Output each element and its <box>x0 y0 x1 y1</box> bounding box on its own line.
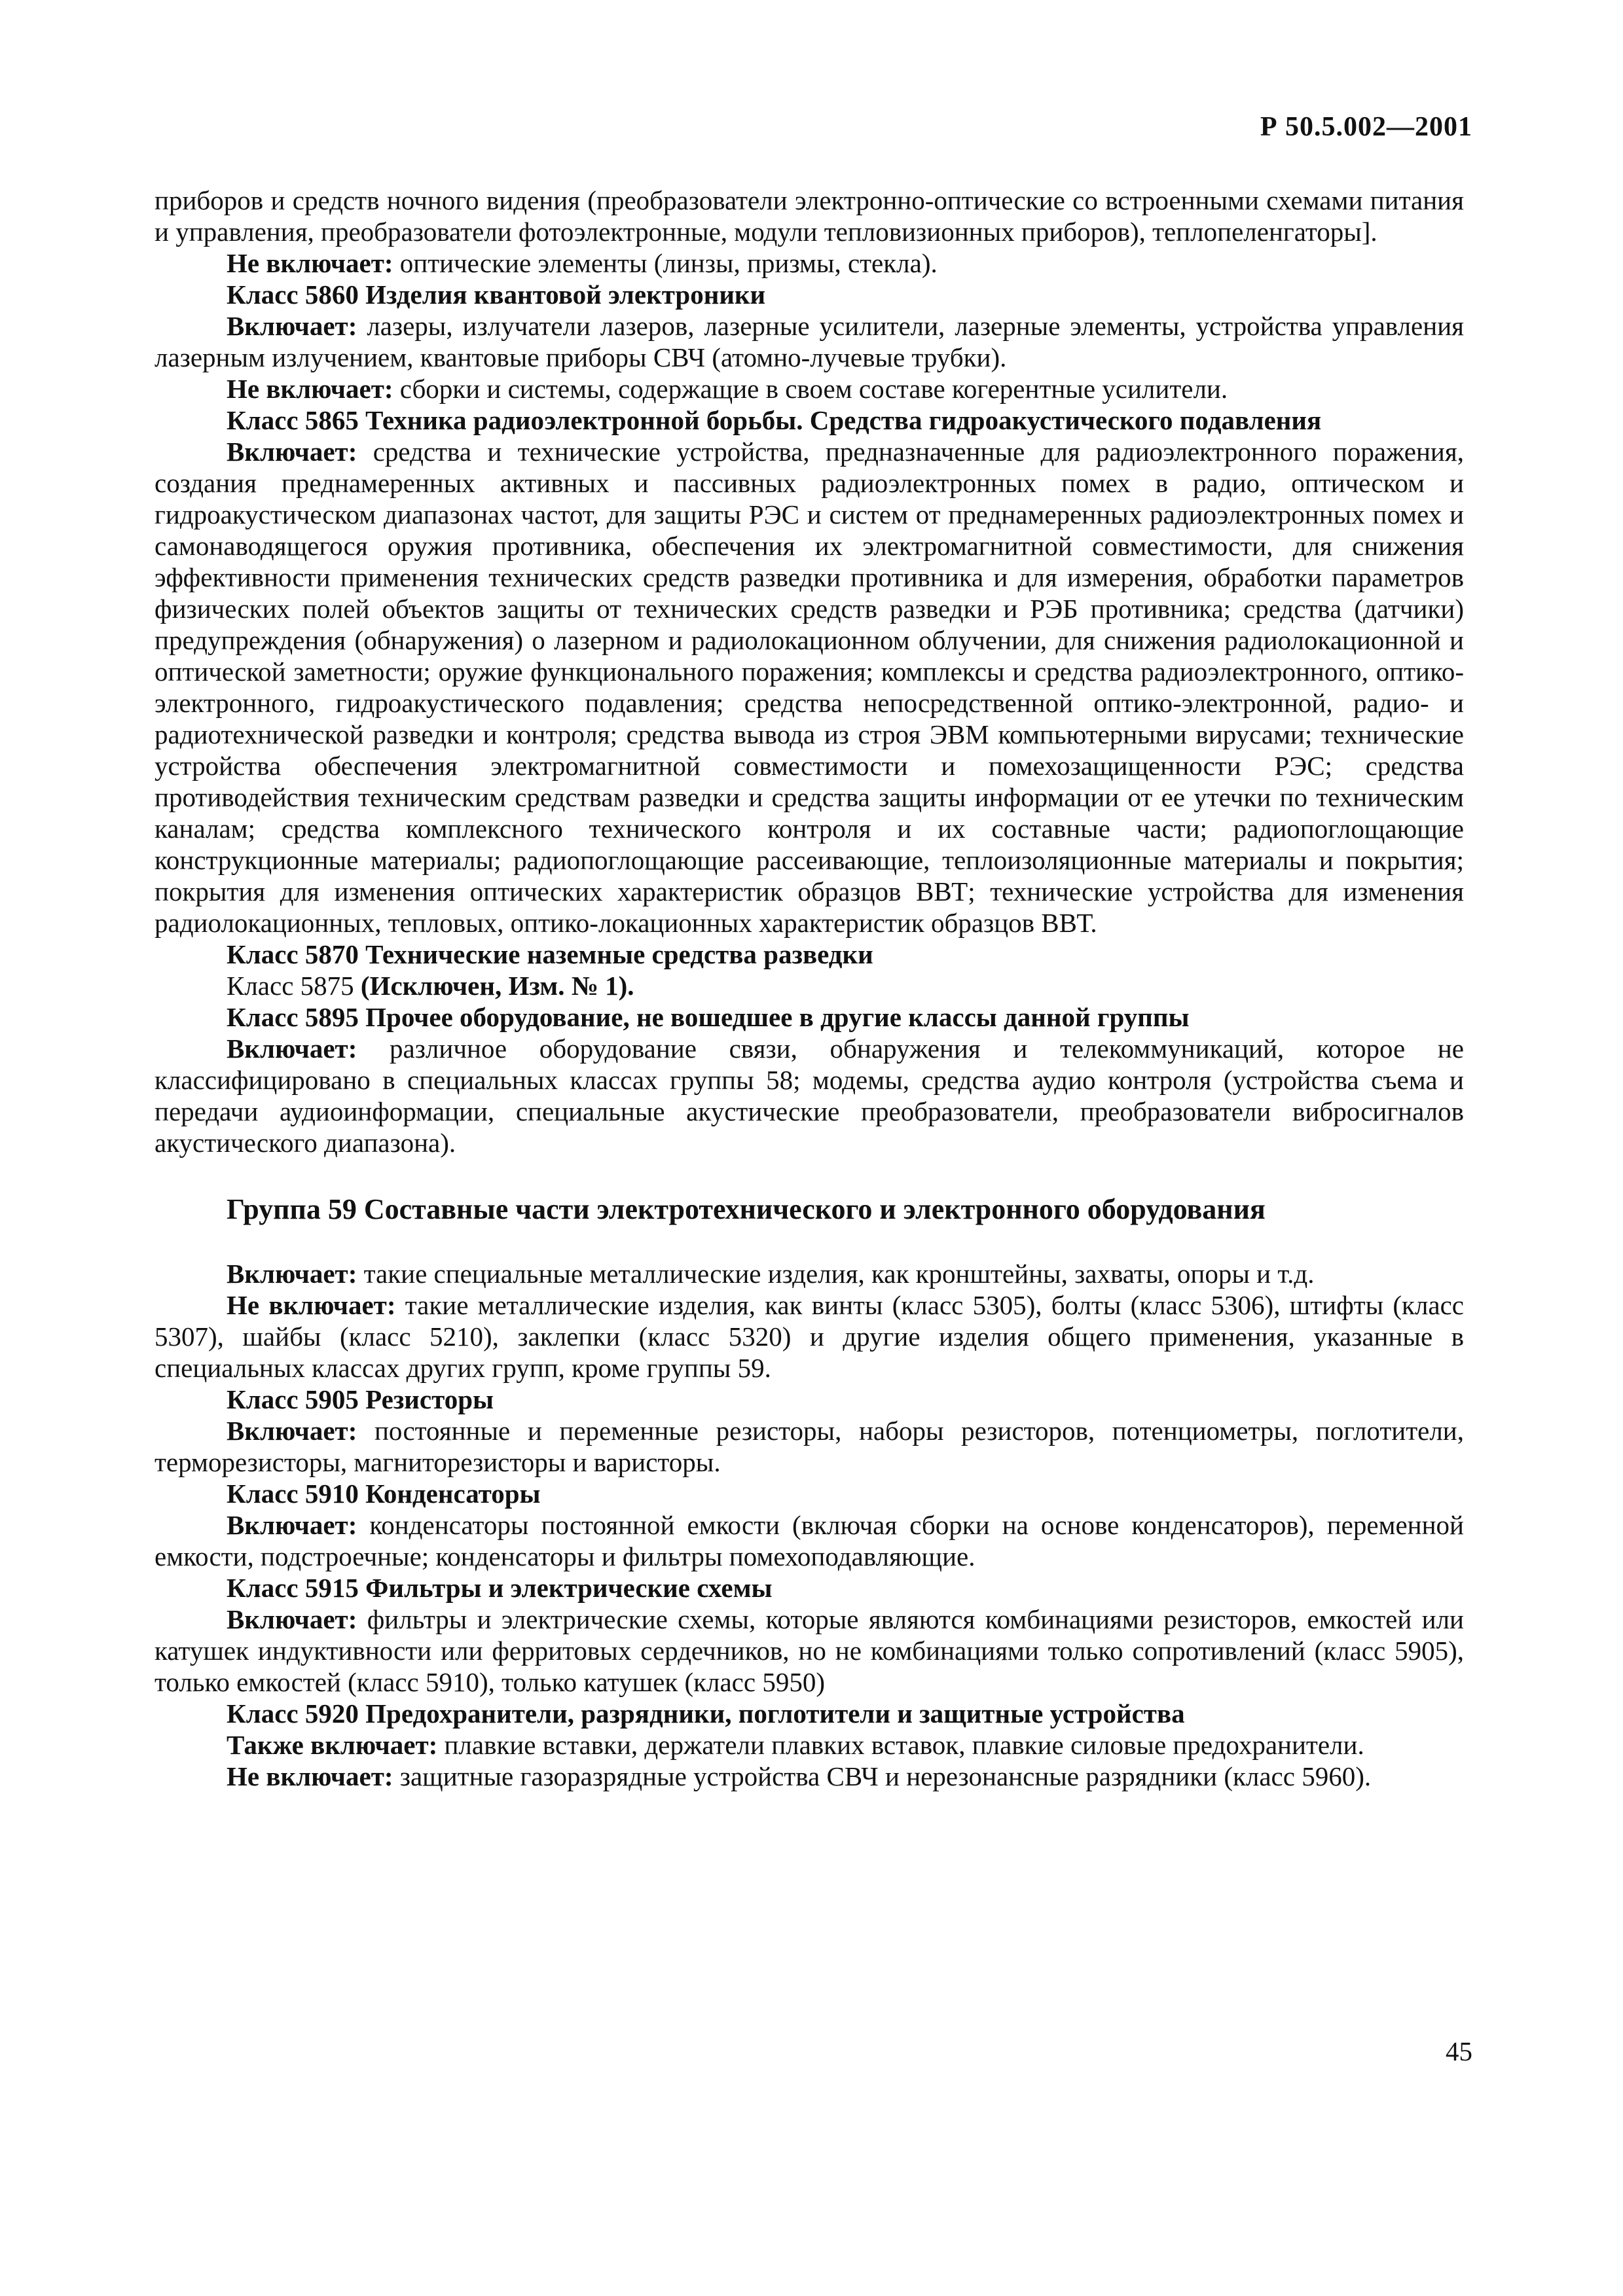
label-excludes: Не включает: <box>227 1761 393 1791</box>
label-includes: Включает: <box>227 311 357 341</box>
paragraph-group59-excludes: Не включает: такие металлические изделия, как винты (класс 5305), болты (класс 5306), штифты (класс 5307), шайбы (класс 5210), заклепки (класс 5320) и другие изделия общего применения, указанные в специальных классах других групп, кроме группы 59. <box>155 1290 1464 1383</box>
standard-number: Р 50.5.002—2001 <box>1260 112 1472 142</box>
label-also-includes: Также включает: <box>227 1730 438 1760</box>
class-5865-heading: Класс 5865 Техника радиоэлектронной борьбы. Средства гидроакустического подавления <box>227 405 1322 435</box>
label-includes: Включает: <box>227 1510 357 1540</box>
class-5895-heading: Класс 5895 Прочее оборудование, не вошедшее в другие классы данной группы <box>227 1002 1190 1032</box>
paragraph-5920-also-includes: Также включает: плавкие вставки, держатели плавких вставок, плавкие силовые предохранители. <box>227 1730 1364 1760</box>
label-includes: Включает: <box>227 437 357 467</box>
document-body <box>155 185 1464 1792</box>
class-5860-heading: Класс 5860 Изделия квантовой электроники <box>227 279 766 310</box>
class-5870-heading: Класс 5870 Технические наземные средства разведки <box>227 939 873 969</box>
paragraph-5860-includes: Включает: лазеры, излучатели лазеров, лазерные усилители, лазерные элементы, устройства управления лазерным излучением, квантовые приборы СВЧ (атомно-лучевые трубки). <box>155 311 1464 372</box>
label-includes: Включает: <box>227 1604 357 1634</box>
paragraph-5905-includes: Включает: постоянные и переменные резисторы, наборы резисторов, потенциометры, поглотители, терморезисторы, магниторезисторы и варисторы. <box>155 1416 1464 1477</box>
paragraph-5860-excludes: Не включает: сборки и системы, содержащие в своем составе когерентные усилители. <box>227 374 1228 404</box>
class-5910-heading: Класс 5910 Конденсаторы <box>227 1479 541 1509</box>
paragraph-group59-includes: Включает: такие специальные металлические изделия, как кронштейны, захваты, опоры и т.д. <box>227 1259 1315 1289</box>
class-5915-heading: Класс 5915 Фильтры и электрические схемы <box>227 1573 773 1603</box>
class-5875-heading: Класс 5875 (Исключен, Изм. № 1). <box>227 971 634 1001</box>
page-number: 45 <box>1446 2036 1472 2066</box>
label-excludes: Не включает: <box>227 1290 396 1320</box>
label-includes: Включает: <box>227 1416 357 1446</box>
paragraph-5920-excludes: Не включает: защитные газоразрядные устройства СВЧ и нерезонансные разрядники (класс 5960). <box>227 1761 1372 1791</box>
paragraph-excludes-optics: Не включает: оптические элементы (линзы, призмы, стекла). <box>227 248 938 278</box>
paragraph-5915-includes: Включает: фильтры и электрические схемы, которые являются комбинациями резисторов, емкостей или катушек индуктивности или ферритовых сердечников, но не комбинациями только сопротивлений (класс 5905), только емкостей (класс 5910), только катушек (класс 5950) <box>155 1604 1464 1697</box>
label-includes: Включает: <box>227 1033 357 1064</box>
group-59-title: Группа 59 Составные части электротехнического и электронного оборудования <box>227 1193 1266 1225</box>
paragraph-5865-includes: Включает: средства и технические устройства, предназначенные для радиоэлектронного поражения, создания преднамеренных активных и пассивных радиоэлектронных помех в радио, оптическом и гидроакустическом диапазонах частот, для защиты РЭС и систем от преднамеренных радиоэлектронных помех и самонаводящегося оружия противника, обеспечения их электромагнитной совместимости, для снижения эффективности применения технических средств разведки противника и для измерения, обработки параметров физических полей объектов защиты от технических средств разведки и РЭБ противника; средства (датчики) предупреждения (обнаружения) о лазерном и радиолокационном облучении, для снижения радиолокационной и оптической заметности; оружие функционального поражения; комплексы и средства радиоэлектронного, оптико-электронного, гидроакустического подавления; средства непосредственной оптико-электронной, радио- и радиотехнической разведки и контроля; средства вывода из строя ЭВМ компьютерными вирусами; технические устройства обеспечения электромагнитной совместимости и помехозащищенности РЭС; средства противодействия техническим средствам разведки и средства защиты информации от ее утечки по техническим каналам; средства комплексного технического контроля и их составные части; радиопоглощающие конструкционные материалы; радиопоглощающие рассеивающие, теплоизоляционные материалы и покрытия; покрытия для изменения оптических характеристик образцов ВВТ; технические устройства для изменения радиолокационных, тепловых, оптико-локационных характеристик образцов ВВТ. <box>155 437 1464 938</box>
label-excludes: Не включает: <box>227 374 393 404</box>
class-5905-heading: Класс 5905 Резисторы <box>227 1384 494 1414</box>
paragraph-5895-includes: Включает: различное оборудование связи, обнаружения и телекоммуникаций, которое не классифицировано в специальных классах группы 58; модемы, средства аудио контроля (устройства съема и передачи аудиоинформации, специальные акустические преобразователи, преобразователи вибросигналов акустического диапазона). <box>155 1033 1464 1158</box>
paragraph-continuation: приборов и средств ночного видения (преобразователи электронно-оптические со встроенными схемами питания и управления, преобразователи фотоэлектронные, модули тепловизионных приборов), теплопеленгаторы]. <box>155 185 1464 247</box>
paragraph-5910-includes: Включает: конденсаторы постоянной емкости (включая сборки на основе конденсаторов), переменной емкости, подстроечные; конденсаторы и фильтры помехоподавляющие. <box>155 1510 1464 1571</box>
label-excludes: Не включает: <box>227 248 393 278</box>
label-includes: Включает: <box>227 1259 357 1289</box>
class-5920-heading: Класс 5920 Предохранители, разрядники, поглотители и защитные устройства <box>227 1698 1185 1729</box>
